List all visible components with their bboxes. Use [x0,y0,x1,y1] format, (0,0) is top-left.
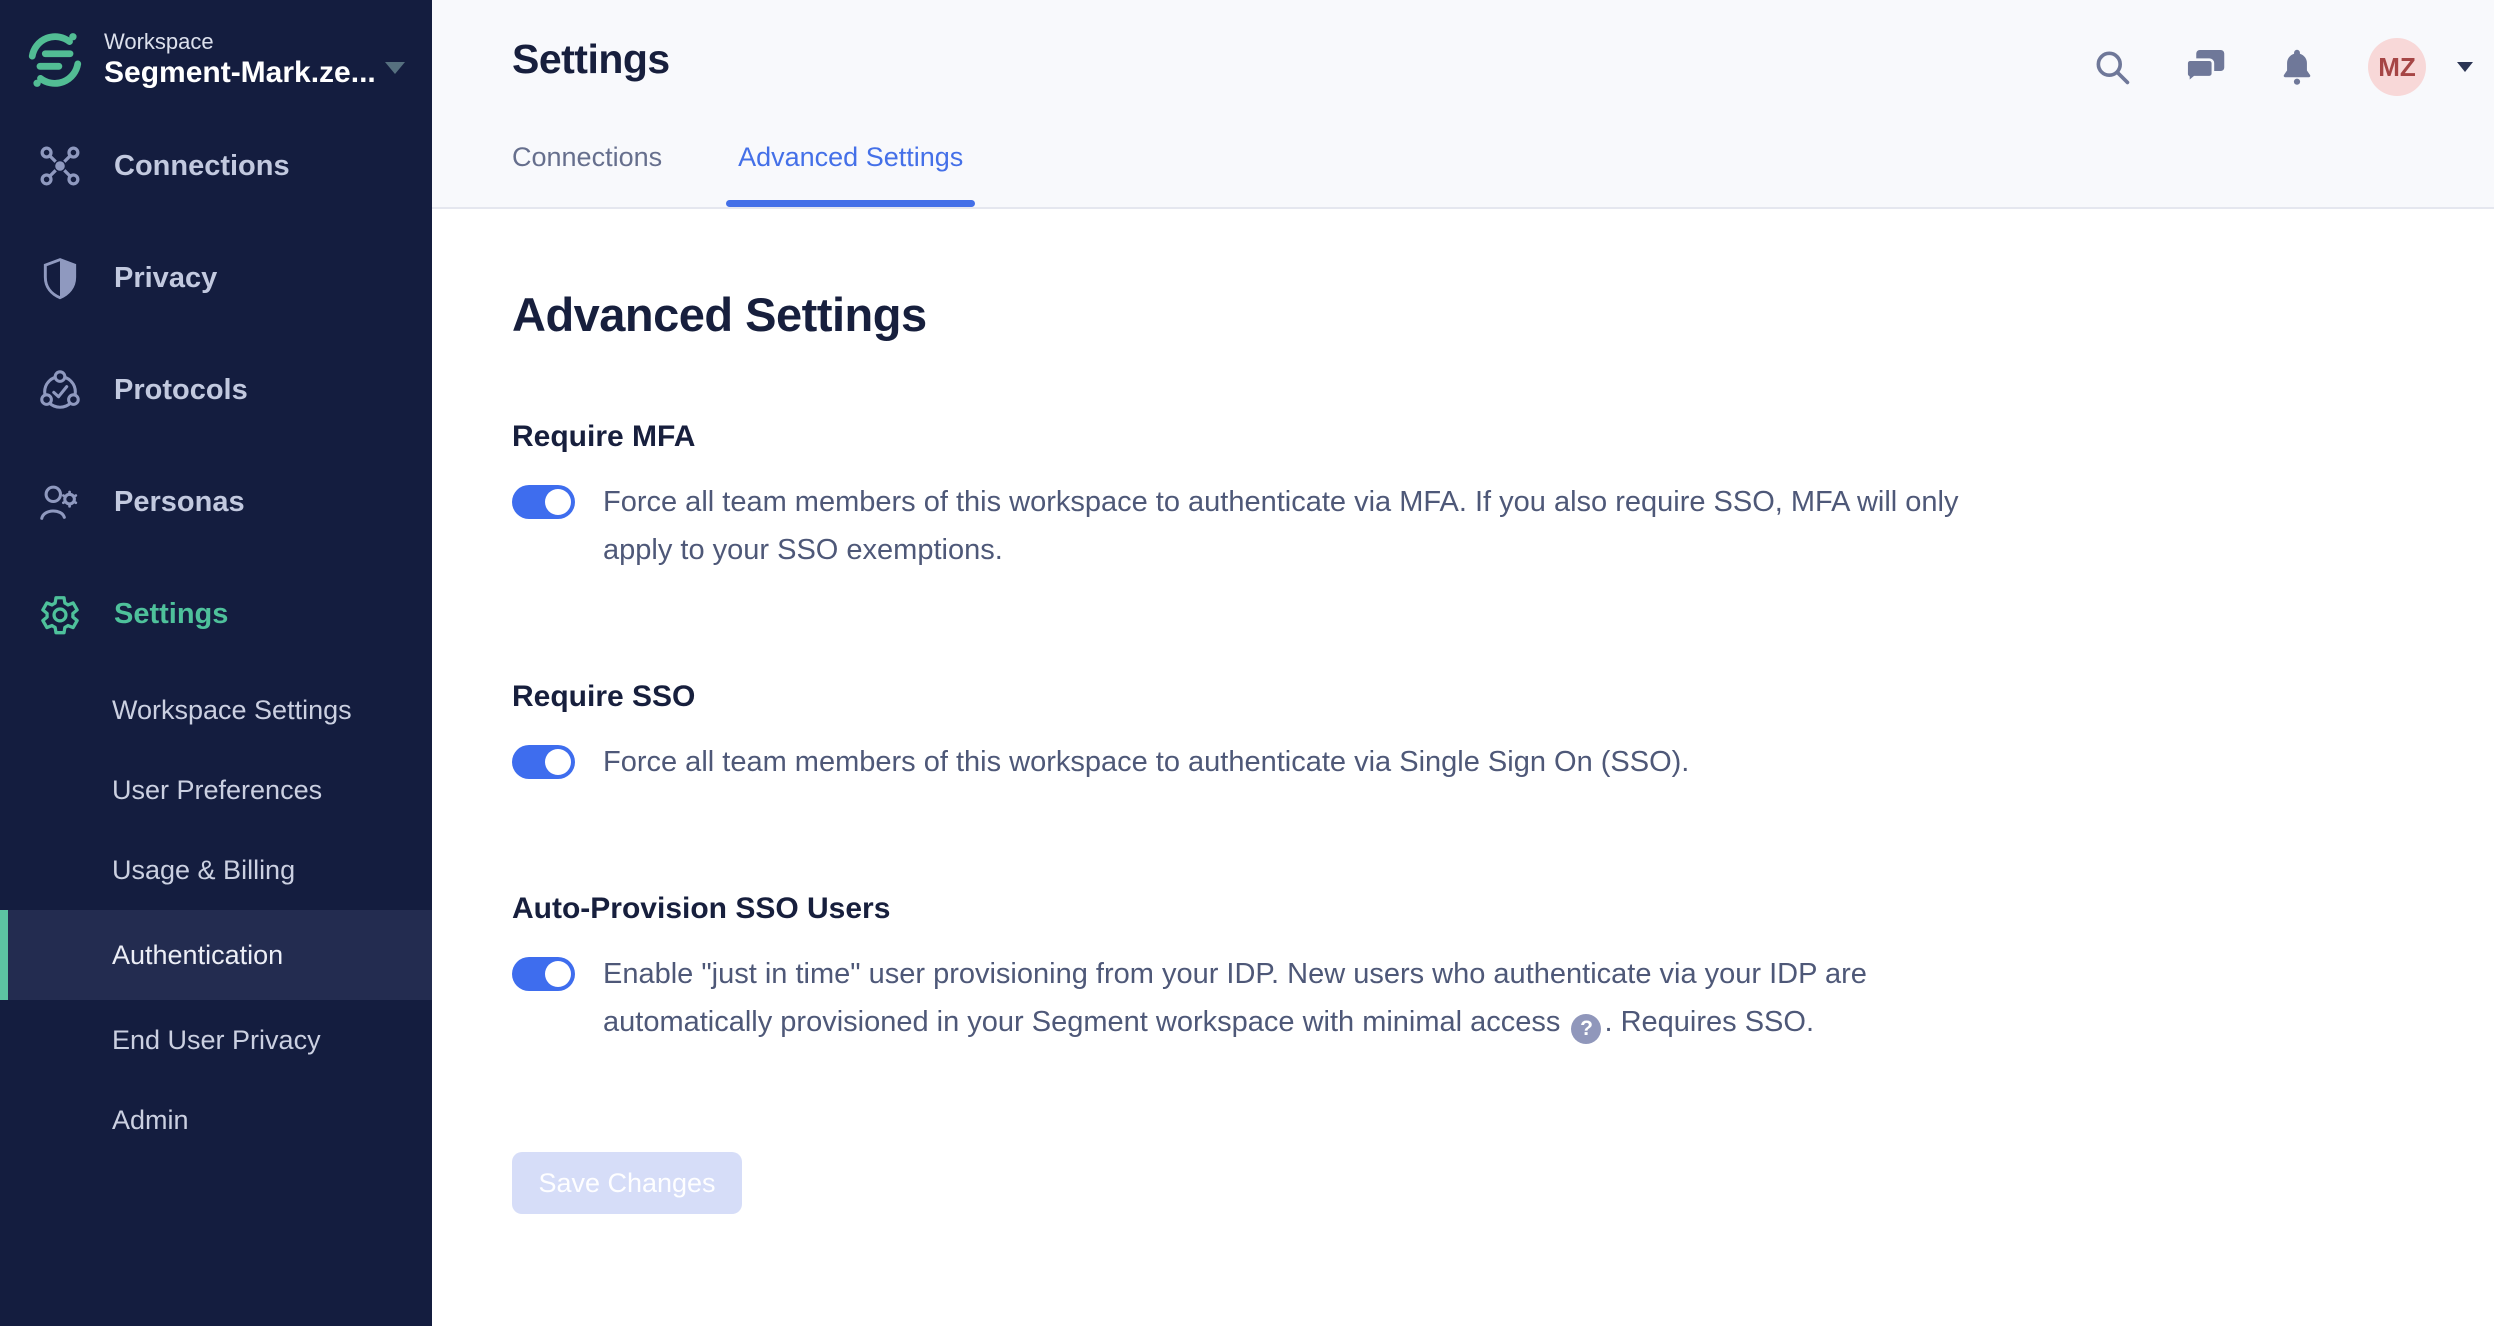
personas-icon [36,478,84,526]
protocols-icon [36,366,84,414]
sidebar-subitem-end-user-privacy[interactable] [0,1000,432,1080]
setting-label: Auto-Provision SSO Users [512,892,891,925]
sidebar-item-label: Settings [114,597,229,630]
sidebar-subitem-label: Authentication [112,939,284,970]
sidebar-subitem-workspace-settings[interactable] [0,670,432,750]
setting-label: Require MFA [512,420,696,453]
sidebar-subitem-user-preferences[interactable] [0,750,432,830]
content-area [432,0,2494,1326]
sidebar-item-connections[interactable] [0,110,432,222]
toggle-knob [545,489,571,515]
setting-description: Force all team members of this workspace to authenticate via MFA. If you also require SSO, MFA will only apply to your SSO exemptions. [603,486,1959,566]
sidebar-subitem-authentication[interactable] [0,910,432,1000]
require-sso-toggle[interactable] [512,745,575,779]
setting-description [603,950,1983,1046]
sidebar-subitem-label: Usage & Billing [112,854,296,885]
save-changes-button[interactable]: Save Changes [512,1152,742,1214]
sidebar [0,0,432,1326]
page-title: Settings [512,36,670,82]
bell-icon[interactable] [2278,47,2316,87]
sidebar-item-label: Connections [114,149,290,182]
sidebar-subitem-label: End User Privacy [112,1024,321,1055]
workspace-name: Segment-Mark.ze... [104,56,376,89]
sidebar-subitem-admin[interactable] [0,1080,432,1160]
page-header [432,0,2494,209]
setting-label: Require SSO [512,680,696,713]
setting-require-mfa [512,420,2454,574]
tab-advanced-settings[interactable]: Advanced Settings [738,142,963,207]
setting-auto-provision-sso [512,892,2454,1046]
help-icon[interactable]: ? [1571,1014,1601,1044]
sidebar-item-privacy[interactable] [0,222,432,334]
sidebar-item-label: Protocols [114,373,248,406]
workspace-label: Workspace [104,29,214,54]
sidebar-subitem-label: User Preferences [112,774,323,805]
sidebar-nav [0,110,432,1160]
header-actions [2092,34,2474,96]
sidebar-subitem-usage-billing[interactable] [0,830,432,910]
tab-connections[interactable]: Connections [512,142,663,172]
workspace-switcher[interactable] [0,0,432,110]
setting-description: Force all team members of this workspace to authenticate via Single Sign On (SSO). [603,746,1690,778]
chat-icon[interactable] [2184,48,2226,87]
connections-icon [36,142,84,190]
user-avatar[interactable]: MZ [2368,38,2426,96]
tab-bar [512,142,963,207]
chevron-down-icon[interactable] [2456,61,2474,73]
section-title: Advanced Settings [512,288,927,341]
sidebar-item-settings[interactable] [0,558,432,670]
settings-panel [432,209,2494,1214]
sidebar-item-protocols[interactable] [0,334,432,446]
search-icon[interactable] [2092,47,2132,87]
settings-icon [36,590,84,638]
segment-logo-icon [24,29,86,91]
setting-description-text: Enable "just in time" user provisioning from your IDP. New users who authenticate via your IDP are automatically provisioned in your Segment workspace with minimal access [603,958,1867,1038]
sidebar-item-label: Privacy [114,261,218,294]
chevron-down-icon[interactable] [384,41,406,80]
sidebar-item-label: Personas [114,485,245,518]
setting-require-sso [512,680,2454,786]
require-mfa-toggle[interactable] [512,485,575,519]
auto-provision-sso-toggle[interactable] [512,957,575,991]
sidebar-item-personas[interactable] [0,446,432,558]
toggle-knob [545,961,571,987]
sidebar-subitem-label: Workspace Settings [112,694,352,725]
privacy-icon [36,254,84,302]
sidebar-subitem-label: Admin [112,1104,189,1135]
setting-description-text: . Requires SSO. [1604,1006,1815,1038]
toggle-knob [545,749,571,775]
